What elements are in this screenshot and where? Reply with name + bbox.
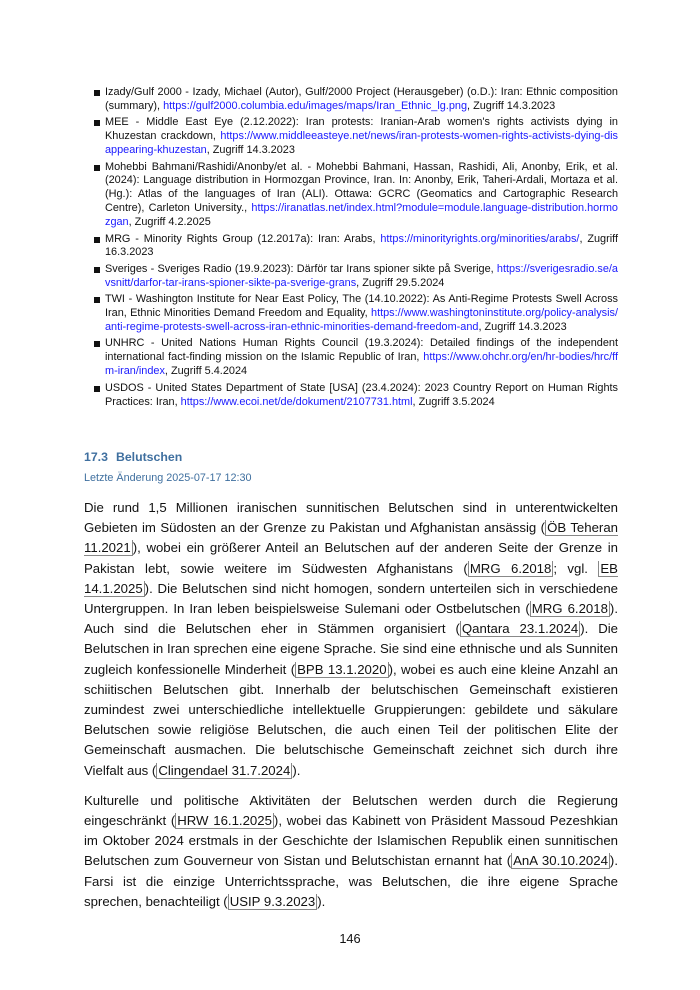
reference-link[interactable]: https://www.ecoi.net/de/dokument/2107731.html [180,395,413,408]
bullet-square-icon [94,165,100,171]
bullet-square-icon [94,386,100,392]
citation-link[interactable]: BPB 13.1.2020 [297,661,387,677]
reference-link[interactable]: https://iranatlas.net/index.html?module=module.language-distribution.hormozgan [105,202,618,229]
reference-item [92,263,618,291]
reference-item [92,161,618,231]
bullet-square-icon [94,267,100,273]
bullet-square-icon [94,341,100,347]
reference-link[interactable]: https://www.middleeasteye.net/news/iran-protests-women-rights-activists-dying-disappearing-khuzestan [105,130,618,157]
bullet-square-icon [94,90,100,96]
body-paragraph [84,791,618,912]
bullet-square-icon [94,237,100,243]
body-paragraph [84,498,618,781]
paragraph-text: ). [317,893,326,909]
citation-link[interactable]: AnA 30.10.2024 [513,853,608,869]
reference-accessed: , Zugriff 14.3.2023 [478,321,567,333]
reference-text: USDOS - United States Department of State [USA] (23.4.2024): 2023 Country Report on Human Rights Practices: Iran, [105,381,618,408]
reference-text: Mohebbi Bahmani/Rashidi/Anonby/et al. - Mohebbi Bahmani, Hassan, Rashidi, Ali, Anonby, Erik, et al. (2024): Language distribution in Hormozgan Province, Iran. In: Anonby, Erik, Taheri-Ardali, Mortaza et al. (Hg.): Atlas of the languages of Iran (ALI). Ottawa: GCRC (Geomatics and Cartographic Research Centre), Carleton University., [105,160,618,215]
reference-text: Izady/Gulf 2000 - Izady, Michael (Autor), Gulf/2000 Project (Herausgeber) (o.D.): Iran: Ethnic composition (summary), [105,86,618,112]
reference-list [92,86,618,412]
reference-link[interactable]: https://www.washingtoninstitute.org/policy-analysis/anti-regime-protests-swell-across-iran-ethnic-minorities-demand-freedom-and [105,307,618,333]
citation-link[interactable]: ÖB Teheran 11.2021 [84,520,618,556]
page-number: 146 [339,931,361,946]
reference-link[interactable]: https://minorityrights.org/minorities/arabs/ [380,232,580,245]
citation-link[interactable]: EB 14.1.2025 [84,560,618,596]
paragraph-text: ). Auch sind die Belutschen eher in Stämmen organisiert ( [84,601,618,637]
paragraph-text: ). [292,762,301,778]
section-belutschen [84,450,618,912]
paragraph-text: ), wobei ein größerer Anteil an Belutschen auf der anderen Seite der Grenze in Pakistan lebt, sowie weitere im Südwesten Afghanistans ( [84,540,618,576]
bullet-square-icon [94,120,100,126]
reference-accessed: , Zugriff 16.3.2023 [105,232,618,259]
paragraph-text: Kulturelle und politische Aktivitäten der Belutschen werden durch die Regierung eingeschränkt ( [84,792,618,829]
section-heading [84,450,618,464]
reference-text: TWI - Washington Institute for Near East Policy, The (14.10.2022): As Anti-Regime Protests Swell Across Iran, Ethnic Minorities Demand Freedom and Equality, [105,293,618,320]
reference-accessed: , Zugriff 14.3.2023 [206,144,295,157]
citation-link[interactable]: MRG 6.2018 [469,560,552,576]
paragraph-text: Die rund 1,5 Millionen iranischen sunnitischen Belutschen sind in unterentwickelten Gebieten im Südosten an der Grenze zu Pakistan und Afghanistan ansässig ( [84,500,618,536]
paragraph-text: ), wobei es auch eine kleine Anzahl an schiitischen Belutschen gibt. Innerhalb der belutschischen Gemeinschaft existieren zumindest zwei unterschiedliche intellektuelle Gruppierungen: gebildete und säkulare Belutschen sowie religiöse Belutschen, die auch einen Teil der politischen Elite der Gemeinschaft ausmachen. Die belutschische Gemeinschaft zeichnet sich durch ihre Vielfalt aus ( [84,661,618,778]
section-number: 17.3 [84,450,108,464]
citation-link[interactable]: Clingendael 31.7.2024 [158,762,291,778]
reference-link[interactable]: https://gulf2000.columbia.edu/images/maps/Iran_Ethnic_lg.png [163,99,468,112]
reference-item [92,86,618,114]
paragraph-text: ). Farsi ist die einzige Unterrichtssprache, was Belutschen, die ihre eigene Sprache sprechen, benachteiligt ( [84,853,618,909]
reference-text: MRG - Minority Rights Group (12.2017a): Iran: Arabs, [105,232,381,245]
paragraph-text: ; vgl. [553,560,599,576]
reference-link[interactable]: https://sverigesradio.se/avsnitt/darfor-tar-irans-spioner-sikte-pa-sverige-grans [105,262,618,289]
reference-accessed: , Zugriff 3.5.2024 [412,395,495,408]
reference-item [92,293,618,335]
reference-link[interactable]: https://www.ohchr.org/en/hr-bodies/hrc/ffm-iran/index [105,351,618,378]
paragraph-text: ). Die Belutschen in Iran sprechen eine eigene Sprache. Sie sind eine ethnische und als Sunniten zugleich konfessionelle Minderheit ( [84,621,618,677]
reference-text: UNHRC - United Nations Human Rights Council (19.3.2024): Detailed findings of the independent international fact-finding mission on the Islamic Republic of Iran, [105,337,618,364]
reference-accessed: , Zugriff 29.5.2024 [356,276,445,289]
last-changed: Letzte Änderung 2025-07-17 12:30 [84,472,252,484]
citation-link[interactable]: MRG 6.2018 [531,601,608,617]
reference-accessed: , Zugriff 14.3.2023 [467,99,556,112]
reference-item [92,337,618,379]
reference-item [92,382,618,410]
reference-text: Sveriges - Sveriges Radio (19.9.2023): Därför tar Irans spioner sikte på Sverige, [105,262,497,275]
reference-accessed: , Zugriff 5.4.2024 [164,365,248,378]
paragraph-text: ). Die Belutschen sind nicht homogen, sondern unterteilen sich in verschiedene Untergruppen. In Iran leben beispielsweise Sulemani oder Ostbelutschen ( [84,580,618,617]
paragraph-text: ), wobei das Kabinett von Präsident Massoud Pezeshkian im Oktober 2024 erstmals in der Geschichte der Islamischen Republik einen sunnitischen Belutschen zum Gouverneur von Sistan und Belutschistan ernannt hat ( [84,813,618,869]
reference-accessed: , Zugriff 4.2.2025 [128,216,211,229]
section-title: Belutschen [115,450,183,464]
bullet-square-icon [94,297,100,303]
citation-link[interactable]: HRW 16.1.2025 [177,813,272,829]
reference-text: MEE - Middle East Eye (2.12.2022): Iran protests: Iranian-Arab women's rights activists dying in Khuzestan crackdown, [105,116,618,143]
citation-link[interactable]: Qantara 23.1.2024 [461,621,579,637]
citation-link[interactable]: USIP 9.3.2023 [229,893,316,909]
reference-item [92,233,618,261]
reference-item [92,116,618,158]
